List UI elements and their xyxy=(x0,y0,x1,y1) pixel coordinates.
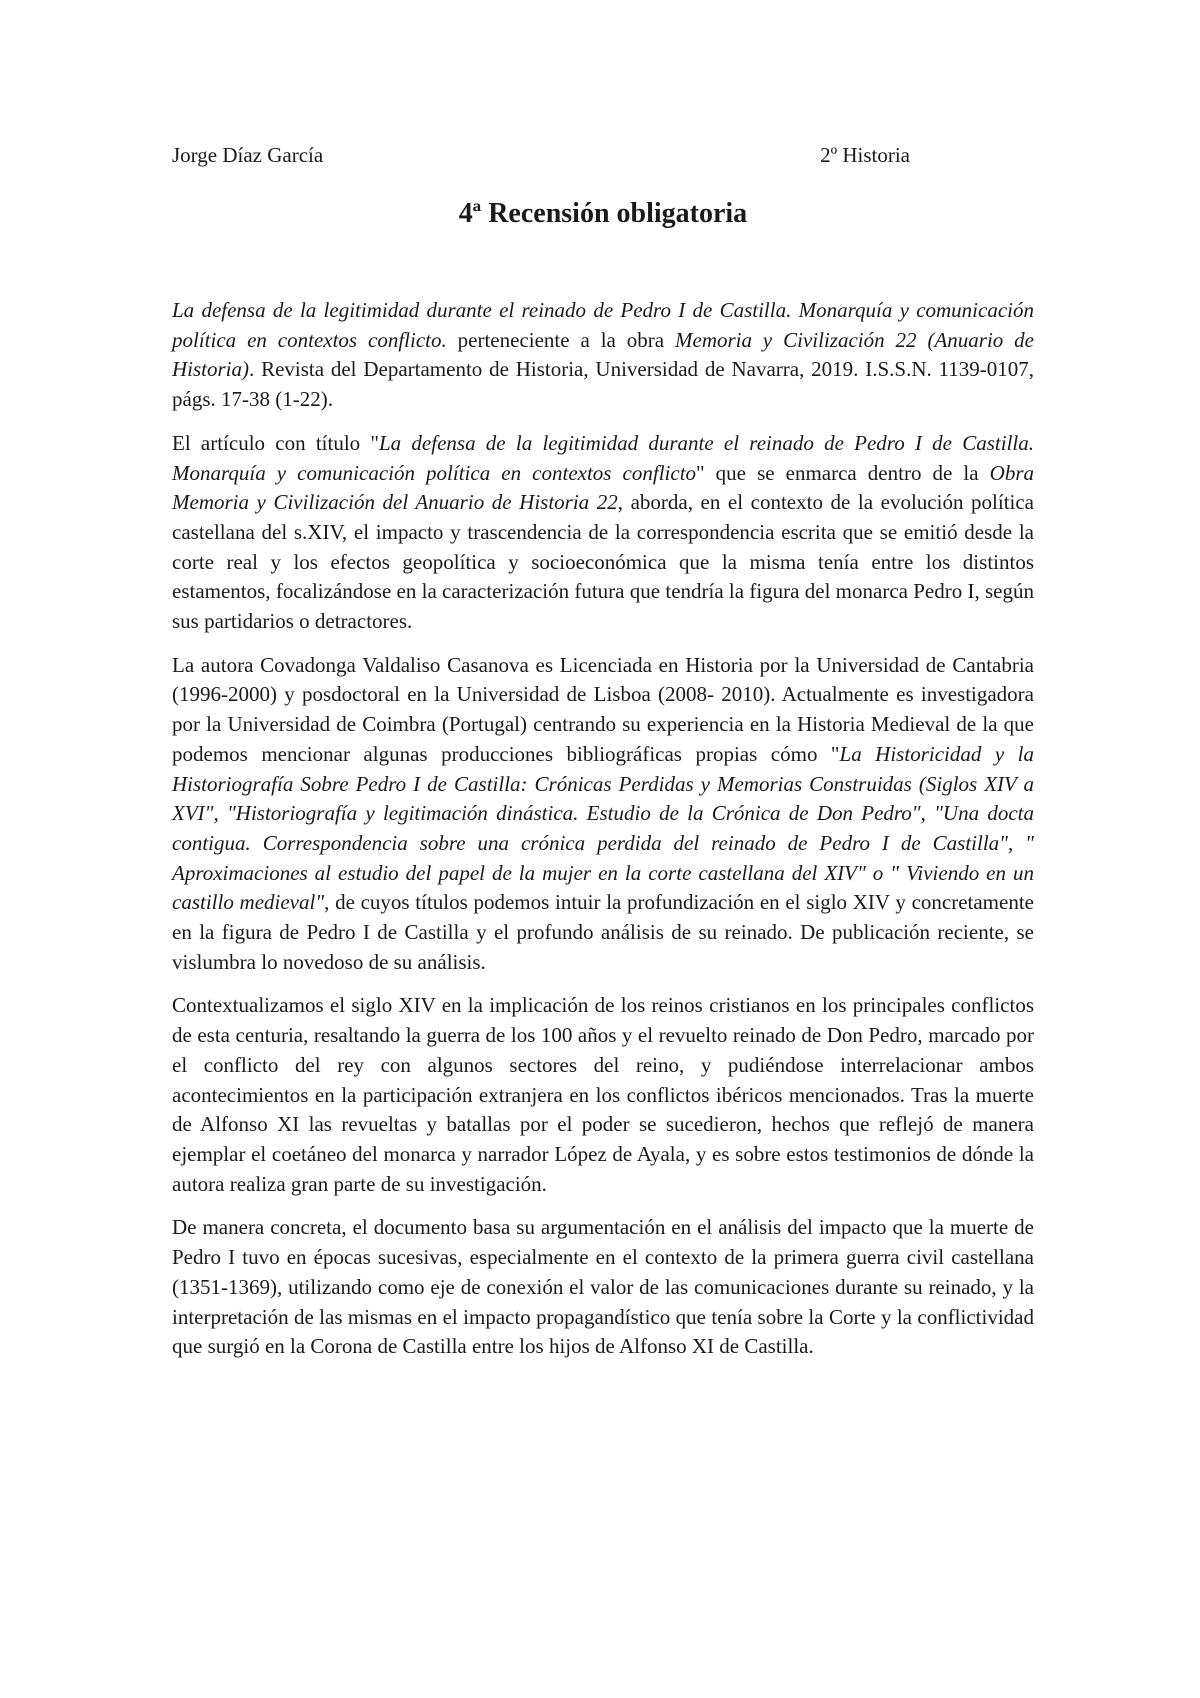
reference-work-title: Memoria y Civilización 22 (Anuario de Historia) xyxy=(172,327,1035,382)
paragraph-2-text-2: , de cuyos títulos podemos intuir la profundización en el siglo XIV y concretamente en la figura de Pedro I de Castilla y el profundo análisis de su reinado. De publicación reciente, se vislumbra lo novedoso de su análisis. xyxy=(172,890,1034,974)
paragraph-author xyxy=(172,651,1034,978)
reference-text-1: perteneciente a la obra xyxy=(446,327,676,352)
paragraph-1-text-3: , aborda, en el contexto de la evolución política castellana del s.XIV, el impacto y trascendencia de la correspondencia escrita que se emitió desde la corte real y los efectos geopolítica y socioeconómica que la misma tenía entre los distintos estamentos, focalizándose en la caracterización futura que tendría la figura del monarca Pedro I, según sus partidarios o detractores. xyxy=(172,490,1035,634)
paragraph-2-italic-titles: La Historicidad y la Historiografía Sobre Pedro I de Castilla: Crónicas Perdidas y Memorias Construidas (Siglos XIV a XVI", "Historiografía y legitimación dinástica. Estudio de la Crónica de Don Pedro", "Una docta contigua. Correspondencia sobre una crónica perdida del reinado de Pedro I de Castilla", " Aproximaciones al estudio del papel de la mujer en la corte castellana del XIV" o " Viviendo en un castillo medieval" xyxy=(172,741,1034,915)
bibliographic-reference xyxy=(172,296,1034,415)
paragraph-1-italic-2: Obra Memoria y Civilización del Anuario de Historia 22 xyxy=(172,460,1034,515)
document-page xyxy=(172,140,1034,1376)
paragraph-argument: De manera concreta, el documento basa su argumentación en el análisis del impacto que la muerte de Pedro I tuvo en épocas sucesivas, especialmente en el contexto de la primera guerra civil castellana (1351-1369), utilizando como eje de conexión el valor de las comunicaciones durante su reinado, y la interpretación de las mismas en el impacto propagandístico que tenía sobre la Corte y la conflictividad que surgió en la Corona de Castilla entre los hijos de Alfonso XI de Castilla. xyxy=(172,1215,1034,1359)
paragraph-1-text-1: El artículo con título " xyxy=(172,430,379,455)
paragraph-1-text-2: " que se enmarca dentro de la xyxy=(696,460,990,485)
course-label: 2º Historia xyxy=(820,143,910,167)
paragraph-context: Contextualizamos el siglo XIV en la implicación de los reinos cristianos en los principales conflictos de esta centuria, resaltando la guerra de los 100 años y el revuelto reinado de Don Pedro, marcado por el conflicto del rey con algunos sectores del reino, y pudiéndose interrelacionar ambos acontecimientos en la participación extranjera en los conflictos ibéricos mencionados. Tras la muerte de Alfonso XI las revueltas y batallas por el poder se sucedieron, hechos que reflejó de manera ejemplar el coetáneo del monarca y narrador López de Ayala, y es sobre estos testimonios de dónde la autora realiza gran parte de su investigación. xyxy=(172,993,1034,1196)
document-title: 4ª Recensión obligatoria xyxy=(458,198,748,229)
document-header xyxy=(172,140,1034,170)
paragraph-2-text-1: La autora Covadonga Valdaliso Casanova es Licenciada en Historia por la Universidad de Cantabria (1996-2000) y posdoctoral en la Universidad de Lisboa (2008- 2010). Actualmente es investigadora por la Universidad de Coimbra (Portugal) centrando su experiencia en la Historia Medieval de la que podemos mencionar algunas producciones bibliográficas propias cómo " xyxy=(172,652,1034,766)
paragraph-1-italic-1: La defensa de la legitimidad durante el reinado de Pedro I de Castilla. Monarquía y comunicación política en contextos conflicto xyxy=(172,430,1034,485)
reference-article-title: La defensa de la legitimidad durante el reinado de Pedro I de Castilla. Monarquía y comunicación política en contextos conflicto. xyxy=(172,298,1034,352)
author-name: Jorge Díaz García xyxy=(172,143,324,167)
paragraph-introduction xyxy=(172,429,1034,637)
reference-text-2: . Revista del Departamento de Historia, Universidad de Navarra, 2019. I.S.S.N. 1139-0107, págs. 17-38 (1-22). xyxy=(172,357,1034,412)
